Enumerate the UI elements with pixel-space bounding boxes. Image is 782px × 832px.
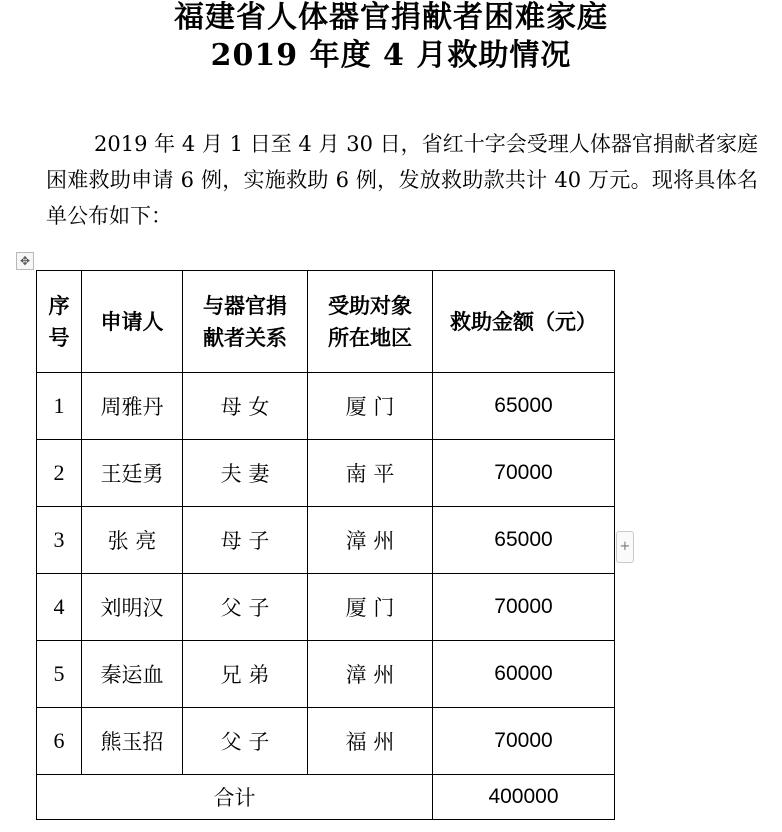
cell-region: 厦 门 (308, 373, 433, 440)
cell-seq: 6 (37, 708, 82, 775)
header-amount: 救助金额（元） (433, 271, 615, 373)
move-icon[interactable]: ✥ (16, 252, 34, 270)
header-relation (183, 271, 308, 373)
cell-relation: 父 子 (183, 708, 308, 775)
table-row (37, 507, 615, 574)
add-icon[interactable]: + (616, 531, 634, 563)
cell-applicant: 张 亮 (82, 507, 183, 574)
header-region-line-2: 所在地区 (328, 325, 412, 350)
cell-relation: 母 女 (183, 373, 308, 440)
cell-region: 漳 州 (308, 641, 433, 708)
cell-relation: 兄 弟 (183, 641, 308, 708)
cell-relation: 父 子 (183, 574, 308, 641)
cell-seq: 3 (37, 507, 82, 574)
cell-region: 南 平 (308, 440, 433, 507)
table-row (37, 708, 615, 775)
document-title-line-1: 福建省人体器官捐献者困难家庭 (174, 0, 608, 35)
aid-table (36, 270, 615, 820)
intro-paragraph: 2019 年 4 月 1 日至 4 月 30 日，省红十字会受理人体器官捐献者家庭困难救助申请 6 例，实施救助 6 例，发放救助款共计 40 万元。现将具体名单公布如下： (46, 132, 758, 228)
cell-region: 厦 门 (308, 574, 433, 641)
cell-seq: 4 (37, 574, 82, 641)
header-seq-line-2: 号 (48, 325, 70, 350)
document-title-line-2: 2019 年度 4 月救助情况 (210, 38, 572, 73)
cell-amount: 60000 (433, 641, 615, 708)
header-region-line-1: 受助对象 (328, 293, 412, 318)
cell-seq: 2 (37, 440, 82, 507)
header-applicant: 申请人 (82, 271, 183, 373)
cell-relation: 夫 妻 (183, 440, 308, 507)
cell-applicant: 秦运血 (82, 641, 183, 708)
header-relation-line-1: 与器官捐 (203, 293, 287, 318)
table-header-row (37, 271, 615, 373)
cell-relation: 母 子 (183, 507, 308, 574)
table-row (37, 641, 615, 708)
total-label: 合计 (37, 775, 433, 820)
header-seq-line-1: 序 (48, 293, 70, 318)
cell-region: 福 州 (308, 708, 433, 775)
cell-applicant: 周雅丹 (82, 373, 183, 440)
total-amount: 400000 (433, 775, 615, 820)
header-region (308, 271, 433, 373)
cell-seq: 1 (37, 373, 82, 440)
cell-amount: 70000 (433, 440, 615, 507)
table-row (37, 440, 615, 507)
cell-amount: 70000 (433, 574, 615, 641)
cell-applicant: 王廷勇 (82, 440, 183, 507)
header-relation-line-2: 献者关系 (203, 325, 287, 350)
cell-amount: 65000 (433, 507, 615, 574)
cell-amount: 65000 (433, 373, 615, 440)
table-row (37, 574, 615, 641)
cell-amount: 70000 (433, 708, 615, 775)
cell-applicant: 熊玉招 (82, 708, 183, 775)
header-seq (37, 271, 82, 373)
cell-seq: 5 (37, 641, 82, 708)
total-row (37, 775, 615, 820)
cell-applicant: 刘明汉 (82, 574, 183, 641)
cell-region: 漳 州 (308, 507, 433, 574)
table-row (37, 373, 615, 440)
